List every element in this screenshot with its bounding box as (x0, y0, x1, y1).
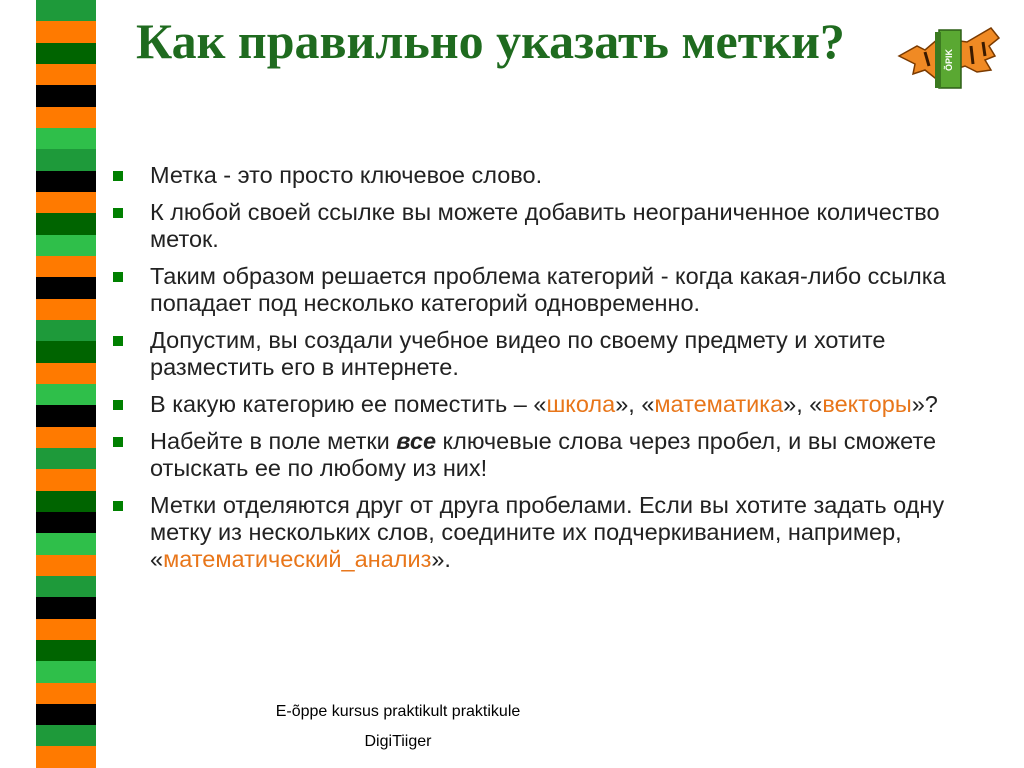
stripe-band (36, 213, 96, 234)
stripe-band (36, 128, 96, 149)
bullet-square-icon (113, 272, 123, 282)
tiger-book-icon (895, 16, 1005, 96)
stripe-band (36, 491, 96, 512)
stripe-band (36, 256, 96, 277)
bullet-text: ». (431, 546, 451, 572)
bullet-text: Метка - это просто ключевое слово. (150, 162, 543, 188)
stripe-band (36, 320, 96, 341)
stripe-band (36, 597, 96, 618)
stripe-band (36, 555, 96, 576)
stripe-band (36, 85, 96, 106)
bullet-square-icon (113, 171, 123, 181)
bullet-item (113, 199, 993, 253)
stripe-band (36, 149, 96, 170)
bullet-text: », « (783, 391, 823, 417)
bullet-text: Допустим, вы создали учебное видео по своему предмету и хотите разместить его в интернете. (150, 327, 886, 380)
footer-author: DigiTiiger (364, 733, 432, 750)
bullet-square-icon (113, 336, 123, 346)
bullet-list (113, 162, 993, 583)
bullet-text: Метки отделяются друг от друга пробелами. Если вы хотите задать одну метку из нескольких слов, соедините их подчеркиванием, например, « (150, 492, 945, 572)
stripe-band (36, 192, 96, 213)
stripe-band (36, 619, 96, 640)
bullet-item (113, 492, 993, 573)
stripe-band (36, 363, 96, 384)
bullet-item (113, 391, 993, 418)
bullet-square-icon (113, 208, 123, 218)
bullet-item (113, 327, 993, 381)
highlighted-keyword: векторы (822, 391, 912, 417)
stripe-band (36, 512, 96, 533)
stripe-band (36, 683, 96, 704)
stripe-band (36, 448, 96, 469)
stripe-band (36, 235, 96, 256)
stripe-band (36, 405, 96, 426)
stripe-band (36, 661, 96, 682)
stripe-band (36, 533, 96, 554)
stripe-band (36, 21, 96, 42)
bullet-square-icon (113, 501, 123, 511)
bullet-text: »? (911, 391, 938, 417)
stripe-band (36, 107, 96, 128)
stripe-band (36, 469, 96, 490)
stripe-band (36, 341, 96, 362)
logo-book-text: ÕPIK (944, 48, 954, 72)
highlighted-keyword: математика (654, 391, 784, 417)
stripe-band (36, 277, 96, 298)
bullet-text: Набейте в поле метки (150, 428, 397, 454)
highlighted-keyword: школа (546, 391, 616, 417)
stripe-band (36, 576, 96, 597)
bullet-text: К любой своей ссылке вы можете добавить неограниченное количество меток. (150, 199, 940, 252)
stripe-band (36, 427, 96, 448)
bullet-item (113, 263, 993, 317)
bullet-text: В какую категорию ее поместить – « (150, 391, 547, 417)
stripe-band (36, 64, 96, 85)
footer-course: E-õppe kursus praktikult praktikule (275, 703, 521, 720)
stripe-band (36, 640, 96, 661)
bullet-item (113, 162, 993, 189)
highlighted-keyword: математический_анализ (163, 546, 432, 572)
stripe-band (36, 0, 96, 21)
stripe-band (36, 171, 96, 192)
emphasized-word: все (396, 428, 437, 454)
stripe-band (36, 384, 96, 405)
bullet-square-icon (113, 437, 123, 447)
bullet-text: », « (615, 391, 655, 417)
bullet-text: Таким образом решается проблема категорий - когда какая-либо ссылка попадает под несколько категорий одновременно. (150, 263, 946, 316)
slide-title: Как правильно указать метки? (136, 13, 845, 69)
bullet-square-icon (113, 400, 123, 410)
stripe-band (36, 43, 96, 64)
stripe-band (36, 299, 96, 320)
bullet-item (113, 428, 993, 482)
decorative-stripe (36, 0, 96, 768)
bullet-text: ключевые слова через пробел, и вы сможете отыскать ее по любому из них! (150, 428, 937, 481)
